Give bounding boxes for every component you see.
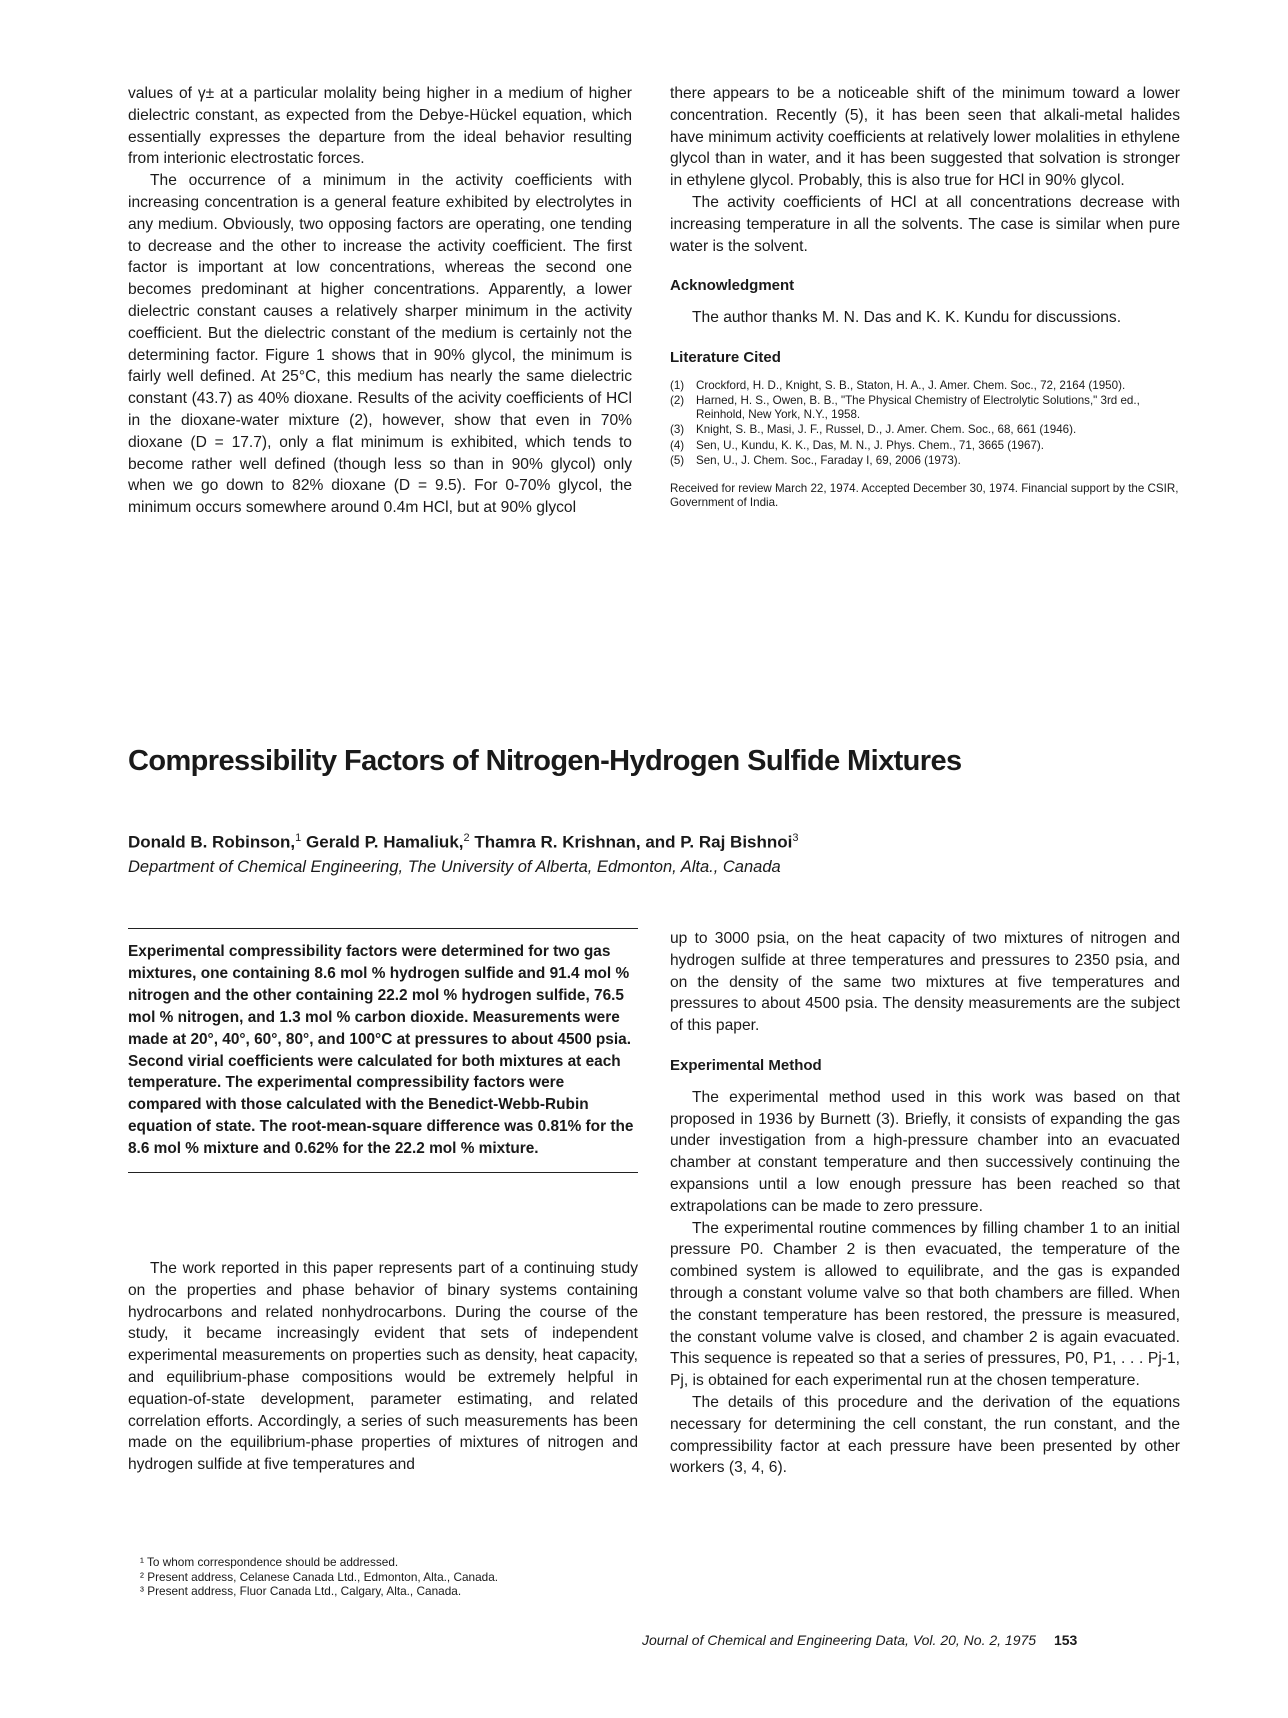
acknowledgment-text: The author thanks M. N. Das and K. K. Kundu for discussions. — [692, 309, 1122, 327]
reference-number: (3) — [670, 423, 685, 437]
literature-cited-heading: Literature Cited — [670, 348, 781, 366]
page-number: 153 — [1053, 1632, 1078, 1648]
author-footnote-mark: 3 — [792, 832, 799, 844]
author-name: Thamra R. Krishnan, and P. Raj Bishnoi — [474, 832, 793, 852]
paragraph: The work reported in this paper represents part of a continuing study on the properties and phase behavior of binary systems containing hydrocarbons and related nonhydrocarbons. During the course of the study, it became increasingly evident that sets of independent experimental measurements on properties such as density, heat capacity, and equilibrium-phase compositions would be extremely helpful in equation-of-state development, parameter estimating, and related correlation efforts. Accordingly, a series of such measurements has been made on the equilibrium-phase properties of mixtures of nitrogen and hydrogen sulfide at five temperatures and — [128, 1260, 638, 1474]
author-name: Donald B. Robinson, — [128, 832, 296, 852]
paragraph: The occurrence of a minimum in the activity coefficients with increasing concentration is a general feature exhibited by electrolytes in any medium. Obviously, two opposing factors are operating, one tending to decrease and the other to increase the activity coefficient. The first factor is important at low concentrations, whereas the second one becomes predominant at higher concentrations. Apparently, a lower dielectric constant causes a relatively sharper minimum in the activity coefficient. But the dielectric constant of the medium is certainly not the determining factor. Figure 1 shows that in 90% glycol, the minimum is fairly well defined. At 25°C, this medium has nearly the same dielectric constant (43.7) as 40% dioxane. Results of the acivity coefficients of HCl in the dioxane-water mixture (2), however, show that even in 70% dioxane (D = 17.7), only a flat minimum is exhibited, which tends to become rather well defined (though less so than in 90% glycol) only when we go down to 82% dioxane (D = 9.5). For 0-70% glycol, the minimum occurs somewhere around 0.4m HCl, but at 90% glycol — [128, 172, 632, 517]
top-left-column — [128, 83, 632, 519]
article-title: Compressibility Factors of Nitrogen-Hydrogen Sulfide Mixtures — [128, 745, 962, 777]
author-line — [128, 832, 799, 853]
top-right-column — [670, 83, 1180, 511]
footnote: ² Present address, Celanese Canada Ltd., Edmonton, Alta., Canada. — [140, 1569, 499, 1584]
footnotes — [128, 1555, 638, 1599]
reference-text: Sen, U., J. Chem. Soc., Faraday I, 69, 2006 (1973). — [696, 453, 961, 467]
reference-list — [670, 379, 1180, 468]
journal-citation: Journal of Chemical and Engineering Data, Vol. 20, No. 2, 1975 — [642, 1632, 1037, 1648]
intro-column — [128, 1258, 638, 1476]
paragraph: The experimental routine commences by filling chamber 1 to an initial pressure P0. Chamber 2 is then evacuated, the temperature of the combined system is allowed to equilibrate, and the gas is expanded through a constant volume valve so that both chambers are filled. When the constant temperature has been restored, the pressure is measured, the constant volume valve is closed, and chamber 2 is again evacuated. This sequence is repeated so that a series of pressures, P0, P1, . . . Pj-1, Pj, is obtained for each experimental run at the chosen temperature. — [670, 1219, 1180, 1390]
paragraph: The experimental method used in this work was based on that proposed in 1936 by Burnett (3). Briefly, it consists of expanding the gas under investigation from a high-pressure chamber into an evacuated chamber at constant temperature and then successively continuing the expansions until a low enough pressure has been reached so that extrapolations can be made to zero pressure. — [670, 1088, 1180, 1215]
reference-item — [670, 454, 1180, 468]
paragraph: values of γ± at a particular molality being higher in a medium of higher dielectric constant, as expected from the Debye-Hückel equation, which essentially expresses the departure from the ideal behavior resulting from interionic electrostatic forces. — [128, 85, 632, 168]
reference-item — [670, 394, 1180, 422]
reference-number: (2) — [670, 393, 685, 407]
paragraph: The activity coefficients of HCl at all concentrations decrease with increasing temperature in all the solvents. The case is similar when pure water is the solvent. — [670, 193, 1180, 255]
footnote: ³ Present address, Fluor Canada Ltd., Calgary, Alta., Canada. — [140, 1584, 462, 1598]
paragraph: up to 3000 psia, on the heat capacity of two mixtures of nitrogen and hydrogen sulfide at three temperatures and pressures to 2350 psia, and on the density of the same two mixtures at five temperatures and pressures to about 4500 psia. The density measurements are the subject of this paper. — [670, 930, 1180, 1035]
author-footnote-mark: 1 — [295, 832, 302, 844]
author-footnote-mark: 2 — [463, 832, 470, 844]
received-note: Received for review March 22, 1974. Accepted December 30, 1974. Financial support by the CSIR, Government of India. — [670, 481, 1179, 510]
reference-number: (5) — [670, 453, 685, 467]
experimental-method-heading: Experimental Method — [670, 1056, 822, 1074]
reference-number: (4) — [670, 438, 685, 452]
reference-item — [670, 423, 1180, 437]
reference-item — [670, 379, 1180, 393]
reference-number: (1) — [670, 378, 685, 392]
method-column — [670, 928, 1180, 1479]
footnote: ¹ To whom correspondence should be addressed. — [140, 1555, 399, 1569]
reference-text: Crockford, H. D., Knight, S. B., Staton, H. A., J. Amer. Chem. Soc., 72, 2164 (1950). — [696, 378, 1126, 392]
paragraph: there appears to be a noticeable shift of the minimum toward a lower concentration. Recently (5), it has been seen that alkali-metal halides have minimum activity coefficients at relatively lower molalities in ethylene glycol than in water, and it has been suggested that solvation is stronger in ethylene glycol. Probably, this is also true for HCl in 90% glycol. — [670, 85, 1180, 190]
page-footer — [642, 1632, 1077, 1648]
author-name: Gerald P. Hamaliuk, — [306, 832, 464, 852]
paragraph: The details of this procedure and the derivation of the equations necessary for determining the cell constant, the run constant, and the compressibility factor at each pressure have been presented by other workers (3, 4, 6). — [670, 1393, 1180, 1477]
reference-text: Knight, S. B., Masi, J. F., Russel, D., J. Amer. Chem. Soc., 68, 661 (1946). — [696, 423, 1077, 437]
acknowledgment-heading: Acknowledgment — [670, 277, 795, 295]
reference-item — [670, 439, 1180, 453]
affiliation: Department of Chemical Engineering, The University of Alberta, Edmonton, Alta., Canada — [128, 858, 781, 876]
reference-text: Harned, H. S., Owen, B. B., "The Physical Chemistry of Electrolytic Solutions," 3rd ed., Reinhold, New York, N.Y., 1958. — [696, 393, 1140, 422]
reference-text: Sen, U., Kundu, K. K., Das, M. N., J. Phys. Chem., 71, 3665 (1967). — [696, 438, 1044, 452]
abstract: Experimental compressibility factors were determined for two gas mixtures, one containing 8.6 mol % hydrogen sulfide and 91.4 mol % nitrogen and the other containing 22.2 mol % hydrogen sulfide, 76.5 mol % nitrogen, and 1.3 mol % carbon dioxide. Measurements were made at 20°, 40°, 60°, 80°, and 100°C at pressures to about 4500 psia. Second virial coefficients were calculated for both mixtures at each temperature. The experimental compressibility factors were compared with those calculated with the Benedict-Webb-Rubin equation of state. The root-mean-square difference was 0.81% for the 8.6 mol % mixture and 0.62% for the 22.2 mol % mixture. — [128, 928, 638, 1173]
